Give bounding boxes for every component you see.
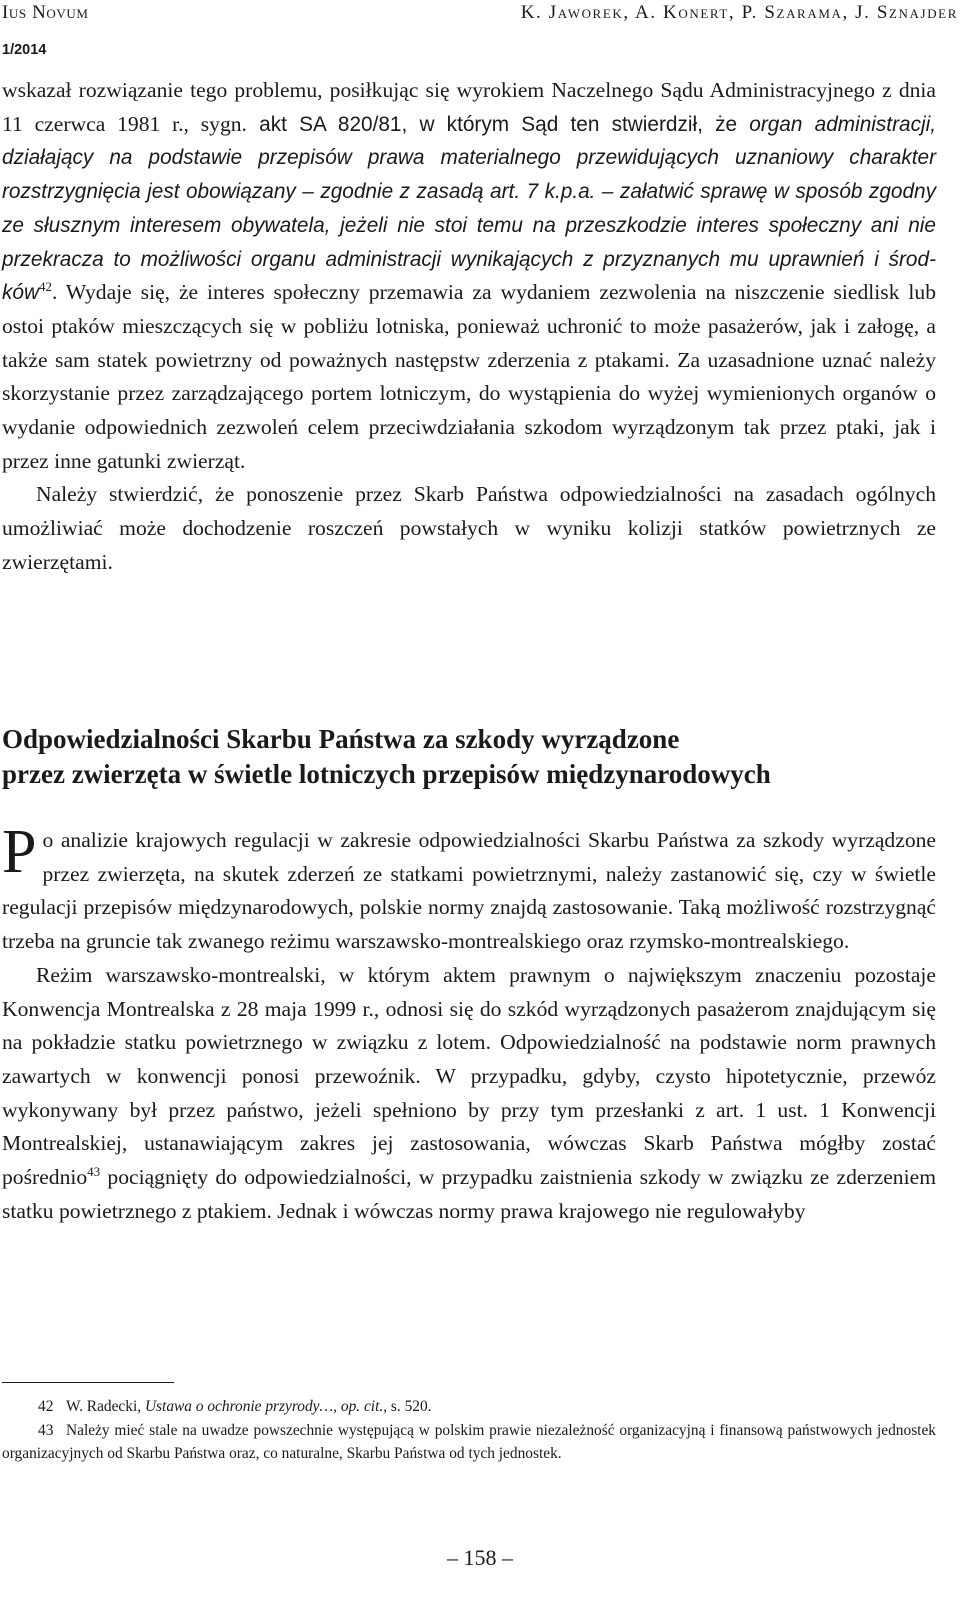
footnote-ref-43[interactable]: 43 (87, 1164, 101, 1180)
para3-text: o analizie krajowych regulacji w zakresie odpowiedzialności Skarbu Państwa za szkody wyrządzone przez zwierzęta, na skutek zderzeń ze statkami powietrznymi, należy zastanowić się, czy w świetle regulacji przepisów międzynarodowych, polskie normy znajdą zastosowanie. Taką możliwość rozstrzygnąć trzeba na gruncie tak zwanego reżimu warszawsko-montrealskiego oraz rzymsko-montrealskiego. (2, 828, 936, 954)
footnote-43 (2, 1419, 936, 1466)
section-heading (2, 722, 936, 792)
footnote-number: 43 (38, 1421, 54, 1439)
section-heading-line-2: przez zwierzęta w świetle lotniczych przepisów międzynarodowych (2, 759, 771, 789)
paragraph-2: Należy stwierdzić, że ponoszenie przez Skarb Państwa odpowiedzialności na zasadach ogólnych umożliwiać może dochodzenie roszczeń powstałych w wyniku kolizji statków powietrznych ze zwierzętami. (2, 482, 936, 574)
footnote-ref-42[interactable]: 42 (38, 279, 52, 295)
para4-part-2: pociągnięty do odpowiedzialności, w przypadku zaistnienia szkody w związku ze zderzeniem statku powietrznego z ptakiem. Jednak i wówczas normy prawa krajowego nie regulowałyby (2, 1165, 936, 1223)
body-section-2 (2, 818, 936, 1228)
footnote-42-title: Ustawa o ochronie przyrody…, op. cit. (144, 1398, 384, 1415)
drop-cap: P (2, 818, 37, 886)
footnote-42-page: , s. 520. (383, 1398, 432, 1415)
footnote-42-author: W. Radecki, (66, 1398, 145, 1415)
paragraph-4 (2, 959, 936, 1229)
para4-part-1: Reżim warszawsko-montrealski, w którym aktem prawnym o największym znaczeniu pozostaje Konwencja Montrealska z 28 maja 1999 r., odnosi się do szkód wyrządzonych pasażerom znajdującym się na pokładzie statku powietrznego w związku z lotem. Odpowiedzialność na podstawie norm prawnych zawartych w konwencji ponosi przewoźnik. W przypadku, gdyby, czysto hipotetycznie, przewóz wykonywany był przez państwo, jeżeli spełniono by przy tym przesłanki z art. 1 ust. 1 Konwencji Montrealskiej, ustanawiającym zakres jej zastosowania, wówczas Skarb Państwa mógłby zostać pośrednio (2, 962, 936, 1190)
body-section-1 (2, 74, 936, 580)
para1-quote: organ administracji, działający na podstawie przepisów prawa materialnego przewidujących uznaniowy charakter rozstrzygnięcia jest obowiązany – zgodnie z zasadą art. 7 k.p.a. – załatwić sprawę w sposób zgodny ze słusznym interesem obywatela, jeżeli nie stoi temu na przeszkodzie interes społeczny ani nie przekracza to możliwości organu administracji wynikających z przyznanych mu uprawnień i środków (2, 112, 936, 305)
footnote-separator (2, 1382, 174, 1383)
footnote-43-text: Należy mieć stale na uwadze powszechnie występującą w polskim prawie niezależność organizacyjną i finansową państwowych jednostek organizacyjnych od Skarbu Państwa oraz, co naturalne, Skarbu Państwa od tych jednostek. (2, 1421, 936, 1462)
paragraph-3 (2, 818, 936, 959)
footnote-42 (2, 1395, 936, 1419)
running-header (0, 2, 960, 58)
para1-part-1: wskazał rozwiązanie tego problemu, posiłkując się wyrokiem Naczelnego Sądu Administracyjnego z dnia 11 czerwca 1981 r., sygn. (2, 78, 936, 136)
para1-part-2: akt SA 820/81, w którym Sąd ten stwierdził, że (246, 112, 750, 136)
running-authors: K. Jaworek, A. Konert, P. Szarama, J. Sznajder (520, 2, 958, 23)
footnotes (2, 1382, 936, 1466)
paragraph-1 (2, 74, 936, 478)
issue-number: 1/2014 (2, 42, 47, 58)
para1-part-4: . Wydaje się, że interes społeczny przemawia za wydaniem zezwolenia na niszczenie siedlisk lub ostoi ptaków mieszczących się w pobliżu lotniska, ponieważ uchronić to może pasażerów, jak i załogę, a także sam statek powietrzny od poważnych następstw zderzenia z ptakami. Za uzasadnione uznać należy skorzystanie przez zarządzającego portem lotniczym, do wystąpienia do wyżej wymienionych organów o wydanie odpowiednich zezwoleń celem przeciwdziałania szkodom wyrządzonym tak przez ptaki, jak i przez inne gatunki zwierząt. (2, 280, 936, 473)
page-number: – 158 – (447, 1545, 513, 1570)
footnote-number: 42 (38, 1398, 54, 1415)
journal-title: Ius Novum (2, 2, 89, 23)
section-heading-line-1: Odpowiedzialności Skarbu Państwa za szkody wyrządzone (2, 724, 680, 754)
